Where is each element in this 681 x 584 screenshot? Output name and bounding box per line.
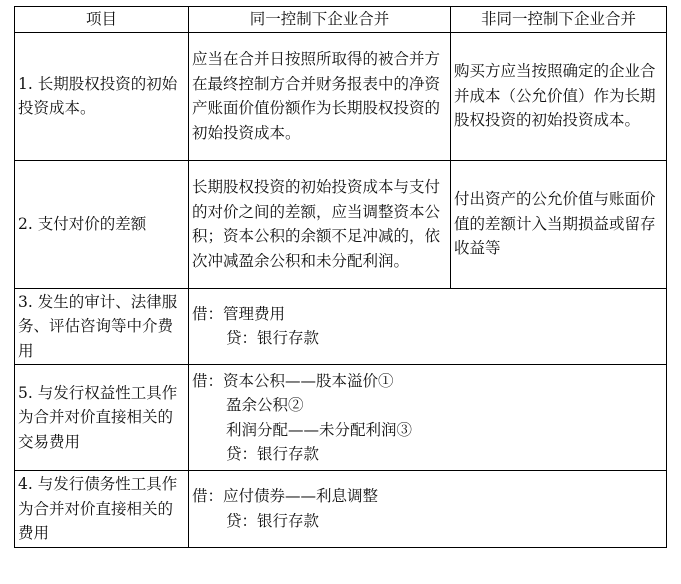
row-item-cell: 5. 与发行权益性工具作为合并对价直接相关的交易费用 (15, 365, 189, 471)
comparison-table (14, 6, 667, 548)
journal-debit-line: 借：管理费用 (192, 304, 286, 323)
non-same-control-cell: 付出资产的公允价值与账面价值的差额计入当期损益或留存收益等 (451, 160, 667, 288)
journal-entry-cell (189, 365, 667, 471)
same-control-cell: 长期股权投资的初始投资成本与支付的对价之间的差额，应当调整资本公积；资本公积的余额不足冲减的，依次冲减盈余公积和未分配利润。 (189, 160, 451, 288)
row-item-cell: 2. 支付对价的差额 (15, 160, 189, 288)
same-control-cell: 应当在合并日按照所取得的被合并方在最终控制方合并财务报表中的净资产账面价值份额作为长期股权投资的初始投资成本。 (189, 32, 451, 160)
header-non-same-control: 非同一控制下企业合并 (451, 7, 667, 33)
non-same-control-cell: 购买方应当按照确定的企业合并成本（公允价值）作为长期股权投资的初始投资成本。 (451, 32, 667, 160)
journal-entry-cell (189, 288, 667, 365)
journal-debit-line: 盈余公积② (226, 396, 304, 414)
journal-debit-line: 借：应付债券——利息调整 (192, 487, 379, 506)
table-row (15, 471, 667, 548)
comparison-table-wrapper (14, 6, 667, 548)
journal-credit-line: 贷：银行存款 (226, 445, 320, 463)
header-item: 项目 (15, 7, 189, 33)
row-item-cell: 3. 发生的审计、法律服务、评估咨询等中介费用 (15, 288, 189, 365)
header-same-control: 同一控制下企业合并 (189, 7, 451, 33)
row-item-cell: 4. 与发行债务性工具作为合并对价直接相关的费用 (15, 471, 189, 548)
row-item-cell: 1. 长期股权投资的初始投资成本。 (15, 32, 189, 160)
journal-entry-cell (189, 471, 667, 548)
journal-credit-line: 贷：银行存款 (226, 329, 320, 348)
table-row (15, 160, 667, 288)
journal-credit-line: 贷：银行存款 (226, 511, 320, 530)
table-row (15, 365, 667, 471)
table-row (15, 32, 667, 160)
journal-debit-line: 利润分配——未分配利润③ (226, 420, 413, 439)
journal-debit-line: 借：资本公积——股本溢价① (192, 371, 394, 390)
table-row (15, 288, 667, 365)
table-header-row (15, 7, 667, 33)
